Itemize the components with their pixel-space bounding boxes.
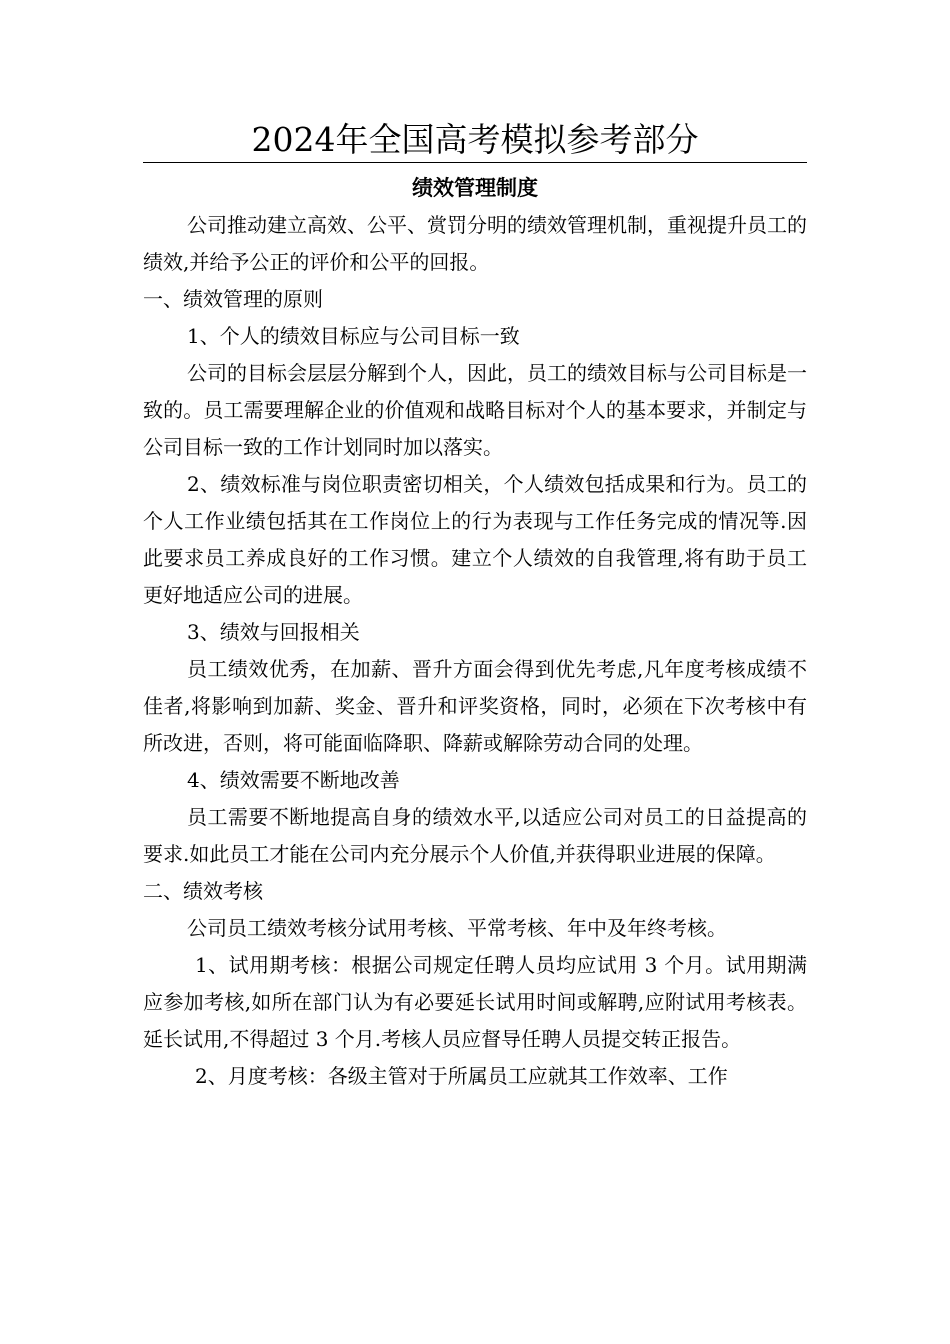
document-body: [143, 207, 807, 1095]
principle2-body: 2、绩效标准与岗位职责密切相关，个人绩效包括成果和行为。员工的个人工作业绩包括其在工作岗位上的行为表现与工作任务完成的情况等.因此要求员工养成良好的工作习惯。建立个人绩效的自我管理,将有助于员工更好地适应公司的进展。: [143, 472, 807, 607]
section2-heading: 二、绩效考核: [143, 879, 263, 903]
page-header-title: 2024年全国高考模拟参考部分: [143, 118, 807, 163]
document-subtitle: 绩效管理制度: [412, 175, 538, 200]
principle1-heading: 1、个人的绩效目标应与公司目标一致: [187, 324, 520, 348]
principle3-heading: 3、绩效与回报相关: [187, 620, 360, 644]
principle3-body: 员工绩效优秀，在加薪、晋升方面会得到优先考虑,凡年度考核成绩不佳者,将影响到加薪、奖金、晋升和评奖资格，同时，必须在下次考核中有所改进，否则，将可能面临降职、降薪或解除劳动合同的处理。: [143, 657, 807, 755]
section2-intro: 公司员工绩效考核分试用考核、平常考核、年中及年终考核。: [187, 916, 727, 940]
section1-heading: 一、绩效管理的原则: [143, 287, 323, 311]
section2-item1: 1、试用期考核：根据公司规定任聘人员均应试用 3 个月。试用期满应参加考核,如所在部门认为有必要延长试用时间或解聘,应附试用考核表。延长试用,不得超过 3 个月.考核人员应督导任聘人员提交转正报告。: [143, 953, 807, 1051]
section2-item2: 2、月度考核：各级主管对于所属员工应就其工作效率、工作: [195, 1064, 728, 1088]
principle1-body: 公司的目标会层层分解到个人，因此，员工的绩效目标与公司目标是一致的。员工需要理解企业的价值观和战略目标对个人的基本要求，并制定与公司目标一致的工作计划同时加以落实。: [143, 361, 807, 459]
document-page: [143, 118, 807, 1095]
intro-paragraph: 公司推动建立高效、公平、赏罚分明的绩效管理机制，重视提升员工的绩效,并给予公正的评价和公平的回报。: [143, 213, 807, 274]
principle4-body: 员工需要不断地提高自身的绩效水平,以适应公司对员工的日益提高的要求.如此员工才能在公司内充分展示个人价值,并获得职业进展的保障。: [143, 805, 807, 866]
principle4-heading: 4、绩效需要不断地改善: [187, 768, 400, 792]
